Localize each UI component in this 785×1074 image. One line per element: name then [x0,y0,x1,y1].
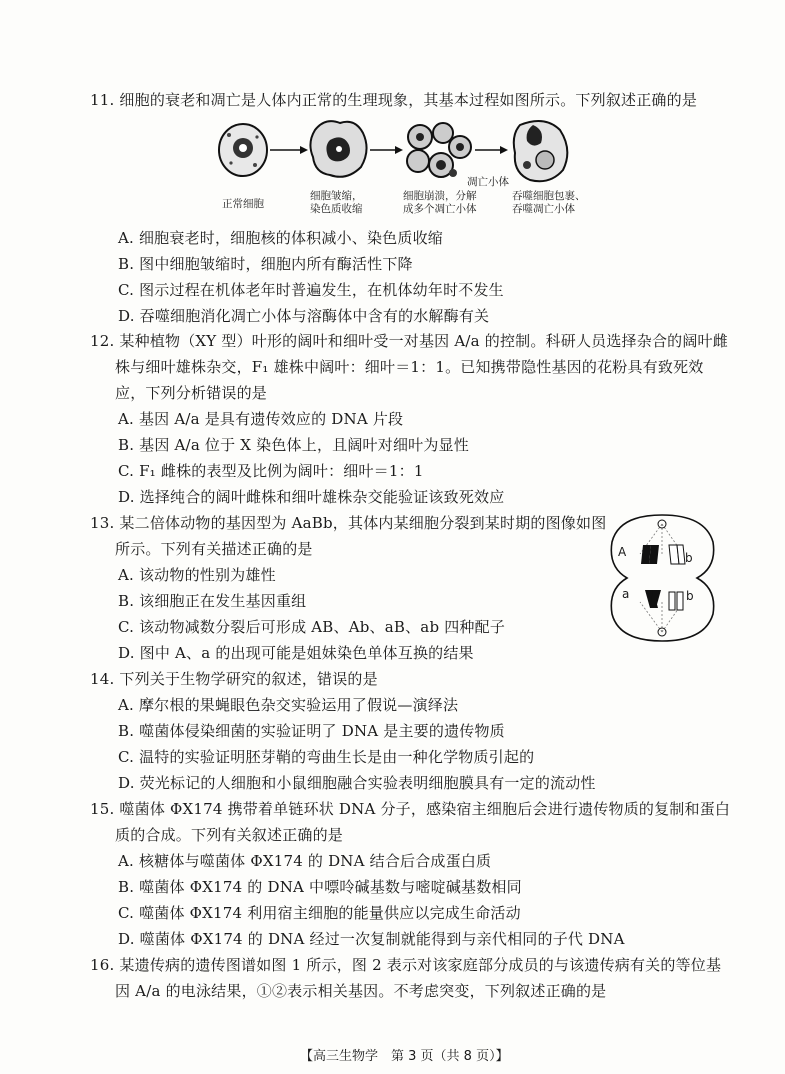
q16-stem-1: 16. 某遗传病的遗传图谱如图 1 所示，图 2 表示对该家庭部分成员的与该遗传病有关的等位基 [90,956,722,974]
q12-stem-3: 应，下列分析错误的是 [115,384,268,402]
q11-option-b: B. 图中细胞皱缩时，细胞内所有酶活性下降 [118,255,413,273]
q14-option-a: A. 摩尔根的果蝇眼色杂交实验运用了假说—演绎法 [118,696,459,714]
q15-option-d: D. 噬菌体 ΦX174 的 DNA 经过一次复制就能得到与亲代相同的子代 DNA [118,930,625,948]
q15-option-b: B. 噬菌体 ΦX174 的 DNA 中嘌呤碱基数与嘧啶碱基数相同 [118,878,522,896]
apoptosis-figure [215,115,595,195]
q15-stem-1: 15. 噬菌体 ΦX174 携带着单链环状 DNA 分子，感染宿主细胞后会进行遗传物质的复制和蛋白 [90,800,731,818]
q15-option-a: A. 核糖体与噬菌体 ΦX174 的 DNA 结合后合成蛋白质 [118,852,492,870]
label-phago-2: 吞噬凋亡小体 [512,203,575,215]
q13-stem-2: 所示。下列有关描述正确的是 [115,540,313,558]
q14-option-c: C. 温特的实验证明胚芽鞘的弯曲生长是由一种化学物质引起的 [118,748,535,766]
gene-label-b-bottom: b [686,589,694,603]
collapsing-cell-drawing [407,123,471,177]
label-collapse-1: 细胞崩溃，分解 [403,190,477,202]
q13-option-a: A. 该动物的性别为雄性 [118,566,276,584]
shrinking-cell-drawing [310,121,366,177]
q12-stem-2: 株与细叶雄株杂交，F₁ 雄株中阔叶：细叶＝1：1。已知携带隐性基因的花粉具有致死效 [115,358,704,376]
q12-option-d: D. 选择纯合的阔叶雌株和细叶雄株杂交能验证该致死效应 [118,488,505,506]
q13-option-b: B. 该细胞正在发生基因重组 [118,592,307,610]
gene-label-A: A [618,545,627,559]
label-normal-cell: 正常细胞 [222,198,264,210]
label-phago-1: 吞噬细胞包裹、 [512,190,586,202]
label-apoptotic-body: 凋亡小体 [467,176,509,188]
q11-stem: 11. 细胞的衰老和凋亡是人体内正常的生理现象，其基本过程如图所示。下列叙述正确的是 [90,91,698,109]
q14-option-b: B. 噬菌体侵染细菌的实验证明了 DNA 是主要的遗传物质 [118,722,505,740]
label-shrink-1: 细胞皱缩， [310,190,363,202]
q12-option-a: A. 基因 A/a 是具有遗传效应的 DNA 片段 [118,410,404,428]
label-shrink-2: 染色质收缩 [310,203,363,215]
q14-stem: 14. 下列关于生物学研究的叙述，错误的是 [90,670,378,688]
q13-option-c: C. 该动物减数分裂后可形成 AB、Ab、aB、ab 四种配子 [118,618,506,636]
q14-option-d: D. 荧光标记的人细胞和小鼠细胞融合实验表明细胞膜具有一定的流动性 [118,774,596,792]
label-collapse-2: 成多个凋亡小体 [403,203,477,215]
q13-option-d: D. 图中 A、a 的出现可能是姐妹染色单体互换的结果 [118,644,474,662]
phagocyte-drawing [514,121,568,181]
q11-option-c: C. 图示过程在机体老年时普遍发生，在机体幼年时不发生 [118,281,504,299]
q12-option-b: B. 基因 A/a 位于 X 染色体上，且阔叶对细叶为显性 [118,436,469,454]
normal-cell-drawing [219,124,267,176]
gene-label-b-top: b [685,551,693,565]
page-footer: 【高三生物学 第 3 页（共 8 页）】 [300,1049,509,1064]
q15-stem-2: 质的合成。下列有关叙述正确的是 [115,826,344,844]
q12-option-c: C. F₁ 雌株的表型及比例为阔叶：细叶＝1：1 [118,462,424,480]
gene-label-a: a [622,587,630,601]
q11-option-a: A. 细胞衰老时，细胞核的体积减小、染色质收缩 [118,229,443,247]
q15-option-c: C. 噬菌体 ΦX174 利用宿主细胞的能量供应以完成生命活动 [118,904,521,922]
q13-stem-1: 13. 某二倍体动物的基因型为 AaBb，其体内某细胞分裂到某时期的图像如图 [90,514,607,532]
cell-division-figure [605,512,720,644]
q11-option-d: D. 吞噬细胞消化凋亡小体与溶酶体中含有的水解酶有关 [118,307,490,325]
q12-stem-1: 12. 某种植物（XY 型）叶形的阔叶和细叶受一对基因 A/a 的控制。科研人员选择杂合的阔叶雌 [90,332,728,350]
q16-stem-2: 因 A/a 的电泳结果，①②表示相关基因。不考虑突变，下列叙述正确的是 [115,982,607,1000]
